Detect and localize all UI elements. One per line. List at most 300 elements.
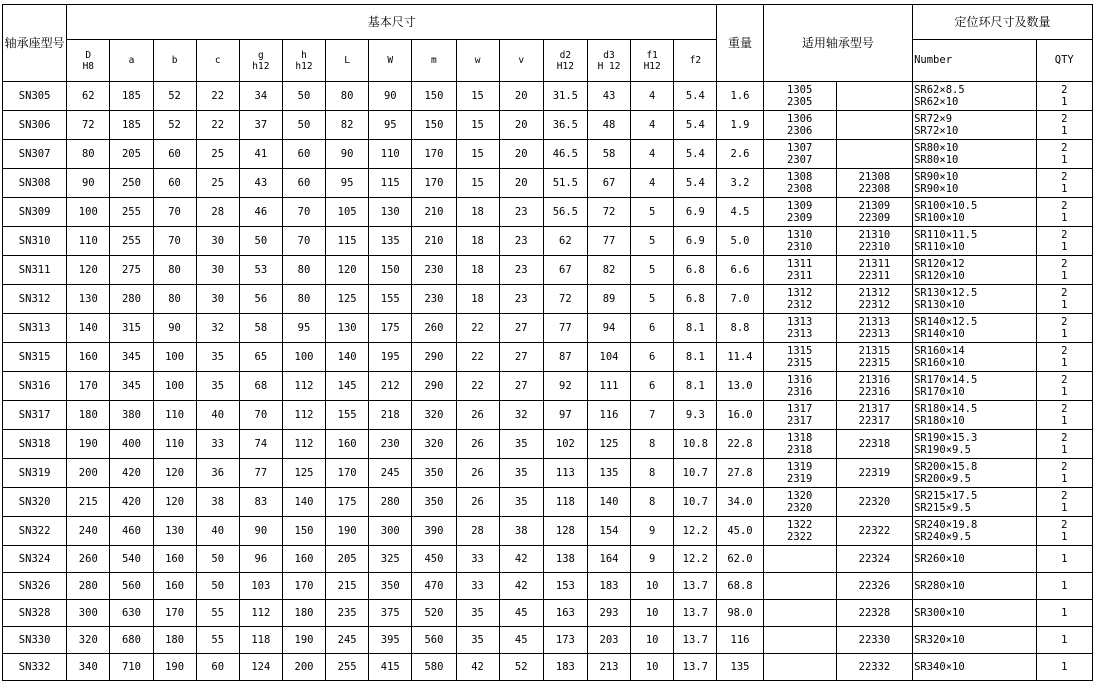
- dimension-cell: 213: [587, 654, 630, 681]
- bearing-1-cell: [763, 256, 836, 285]
- ring-qty: 2: [1061, 142, 1068, 154]
- table-row: [3, 314, 1093, 343]
- dimension-cell: 35: [499, 488, 543, 517]
- table-row: [3, 111, 1093, 140]
- dimension-cell: 520: [412, 600, 456, 627]
- ring-qty: 2: [1061, 461, 1068, 473]
- dimension-cell: 42: [499, 546, 543, 573]
- ring-qty: 2: [1061, 113, 1068, 125]
- ring-qty: 2: [1061, 200, 1068, 212]
- ring-qty: 1: [1061, 241, 1068, 253]
- dimension-cell: 240: [67, 517, 110, 546]
- ring-number-cell: [913, 82, 1036, 111]
- dimension-cell: 375: [369, 600, 412, 627]
- dimension-cell: 30: [196, 285, 239, 314]
- dimension-cell: 350: [412, 459, 456, 488]
- header-dim-tolerance: h12: [252, 60, 270, 72]
- header-dim-symbol: c: [214, 55, 221, 66]
- dimension-cell: 42: [456, 654, 499, 681]
- dimension-cell: 104: [587, 343, 630, 372]
- dimension-cell: 185: [110, 111, 153, 140]
- dimension-cell: 28: [196, 198, 239, 227]
- weight-cell: 116: [717, 627, 763, 654]
- dimension-cell: 315: [110, 314, 153, 343]
- header-locating-ring: 定位环尺寸及数量: [913, 5, 1093, 40]
- header-dim-symbol: f1: [646, 49, 658, 61]
- bearing-2-cell: [836, 517, 912, 546]
- dimension-cell: 170: [412, 140, 456, 169]
- dimension-cell: 460: [110, 517, 153, 546]
- bearing-number: 22326: [858, 580, 891, 592]
- dimension-cell: 5.4: [674, 82, 717, 111]
- dimension-cell: 90: [153, 314, 196, 343]
- dimension-cell: 190: [326, 517, 369, 546]
- dimension-cell: 6.8: [674, 256, 717, 285]
- dimension-cell: 82: [587, 256, 630, 285]
- header-dim-symbol: d3: [603, 49, 615, 61]
- dimension-cell: 125: [326, 285, 369, 314]
- model-cell: SN310: [3, 227, 67, 256]
- header-weight: 重量: [717, 5, 763, 82]
- bearing-1-cell: [763, 654, 836, 681]
- dimension-cell: 120: [153, 459, 196, 488]
- ring-qty: 2: [1061, 519, 1068, 531]
- bearing-number: 1319: [787, 461, 813, 473]
- dimension-cell: 60: [282, 140, 325, 169]
- ring-number: SR100×10.5: [914, 200, 978, 212]
- ring-qty-cell: [1036, 627, 1092, 654]
- ring-number-cell: [913, 256, 1036, 285]
- dimension-cell: 67: [587, 169, 630, 198]
- header-dim-symbol: h: [301, 49, 307, 61]
- dimension-cell: 92: [543, 372, 587, 401]
- bearing-number: 22324: [858, 553, 891, 565]
- weight-cell: 4.5: [717, 198, 763, 227]
- dimension-cell: 320: [412, 401, 456, 430]
- header-dim-tolerance: H12: [556, 60, 574, 72]
- dimension-cell: 65: [239, 343, 282, 372]
- dimension-cell: 70: [282, 198, 325, 227]
- dimension-cell: 200: [282, 654, 325, 681]
- header-dim-1: [110, 40, 153, 82]
- dimension-cell: 203: [587, 627, 630, 654]
- bearing-1-cell: [763, 343, 836, 372]
- model-cell: SN324: [3, 546, 67, 573]
- dimension-cell: 13.7: [674, 573, 717, 600]
- weight-cell: 8.8: [717, 314, 763, 343]
- dimension-cell: 340: [67, 654, 110, 681]
- bearing-number: 21309: [858, 200, 891, 212]
- dimension-cell: 27: [499, 314, 543, 343]
- dimension-cell: 100: [153, 343, 196, 372]
- dimension-cell: 38: [499, 517, 543, 546]
- dimension-cell: 38: [196, 488, 239, 517]
- dimension-cell: 18: [456, 285, 499, 314]
- dimension-cell: 150: [412, 111, 456, 140]
- header-dim-0: [67, 40, 110, 82]
- dimension-cell: 470: [412, 573, 456, 600]
- bearing-2-cell: [836, 227, 912, 256]
- dimension-cell: 124: [239, 654, 282, 681]
- dimension-cell: 90: [239, 517, 282, 546]
- dimension-cell: 36: [196, 459, 239, 488]
- bearing-1-cell: [763, 285, 836, 314]
- dimension-cell: 145: [326, 372, 369, 401]
- bearing-2-cell: [836, 654, 912, 681]
- ring-number: SR62×10: [914, 96, 959, 108]
- dimension-cell: 125: [587, 430, 630, 459]
- dimension-cell: 34: [239, 82, 282, 111]
- table-row: [3, 198, 1093, 227]
- weight-cell: 1.9: [717, 111, 763, 140]
- ring-qty: 2: [1061, 316, 1068, 328]
- dimension-cell: 30: [196, 227, 239, 256]
- dimension-cell: 4: [631, 169, 674, 198]
- dimension-cell: 6.8: [674, 285, 717, 314]
- header-dim-4: [239, 40, 282, 82]
- bearing-2-cell: [836, 140, 912, 169]
- bearing-number: 2320: [787, 502, 813, 514]
- model-cell: SN326: [3, 573, 67, 600]
- ring-qty: 2: [1061, 229, 1068, 241]
- dimension-cell: 630: [110, 600, 153, 627]
- ring-number-cell: [913, 285, 1036, 314]
- dimension-cell: 230: [412, 285, 456, 314]
- bearing-2-cell: [836, 198, 912, 227]
- ring-qty-cell: [1036, 111, 1092, 140]
- dimension-cell: 82: [326, 111, 369, 140]
- dimension-cell: 20: [499, 111, 543, 140]
- dimension-cell: 130: [67, 285, 110, 314]
- ring-number-cell: [913, 600, 1036, 627]
- bearing-2-cell: [836, 111, 912, 140]
- header-dim-tolerance: H8: [82, 60, 95, 72]
- bearing-2-cell: [836, 314, 912, 343]
- bearing-2-cell: [836, 573, 912, 600]
- model-cell: SN318: [3, 430, 67, 459]
- bearing-2-cell: [836, 430, 912, 459]
- bearing-number: 22309: [858, 212, 891, 224]
- bearing-1-cell: [763, 169, 836, 198]
- dimension-cell: 5: [631, 227, 674, 256]
- dimension-cell: 80: [153, 285, 196, 314]
- ring-qty: 1: [1061, 183, 1068, 195]
- dimension-cell: 80: [153, 256, 196, 285]
- header-dim-12: [587, 40, 630, 82]
- dimension-cell: 9: [631, 517, 674, 546]
- dimension-cell: 50: [239, 227, 282, 256]
- dimension-cell: 23: [499, 198, 543, 227]
- dimension-cell: 164: [587, 546, 630, 573]
- dimension-cell: 56.5: [543, 198, 587, 227]
- ring-qty-cell: [1036, 198, 1092, 227]
- dimension-cell: 5: [631, 198, 674, 227]
- dimension-cell: 35: [196, 372, 239, 401]
- bearing-1-cell: [763, 314, 836, 343]
- dimension-cell: 130: [153, 517, 196, 546]
- bearing-number: 22319: [858, 467, 891, 479]
- dimension-cell: 10.8: [674, 430, 717, 459]
- header-qty: QTY: [1036, 40, 1092, 82]
- dimension-cell: 160: [153, 546, 196, 573]
- model-cell: SN306: [3, 111, 67, 140]
- bearing-number: 1315: [787, 345, 813, 357]
- dimension-cell: 15: [456, 169, 499, 198]
- weight-cell: 5.0: [717, 227, 763, 256]
- dimension-cell: 290: [412, 343, 456, 372]
- dimension-cell: 175: [326, 488, 369, 517]
- dimension-cell: 40: [196, 401, 239, 430]
- header-dim-3: [196, 40, 239, 82]
- bearing-number: 2305: [787, 96, 813, 108]
- dimension-cell: 67: [543, 256, 587, 285]
- dimension-cell: 72: [587, 198, 630, 227]
- ring-number: SR80×10: [914, 154, 959, 166]
- dimension-cell: 680: [110, 627, 153, 654]
- ring-qty-cell: [1036, 140, 1092, 169]
- dimension-cell: 100: [67, 198, 110, 227]
- dimension-cell: 415: [369, 654, 412, 681]
- header-applicable-bearing: 适用轴承型号: [763, 5, 913, 82]
- bearing-number: 2315: [787, 357, 813, 369]
- dimension-cell: 46: [239, 198, 282, 227]
- bearing-1-cell: [763, 600, 836, 627]
- bearing-number: 1310: [787, 229, 813, 241]
- dimension-cell: 22: [196, 82, 239, 111]
- dimension-cell: 230: [369, 430, 412, 459]
- weight-cell: 62.0: [717, 546, 763, 573]
- dimension-cell: 35: [456, 627, 499, 654]
- dimension-cell: 260: [412, 314, 456, 343]
- dimension-cell: 68: [239, 372, 282, 401]
- bearing-1-cell: [763, 401, 836, 430]
- ring-qty-cell: [1036, 372, 1092, 401]
- dimension-cell: 8: [631, 430, 674, 459]
- model-cell: SN315: [3, 343, 67, 372]
- dimension-cell: 89: [587, 285, 630, 314]
- dimension-cell: 580: [412, 654, 456, 681]
- dimension-cell: 110: [369, 140, 412, 169]
- bearing-number: 22322: [858, 525, 891, 537]
- dimension-cell: 293: [587, 600, 630, 627]
- ring-number-cell: [913, 140, 1036, 169]
- bearing-number: 21312: [858, 287, 891, 299]
- dimension-cell: 390: [412, 517, 456, 546]
- bearing-2-cell: [836, 169, 912, 198]
- dimension-cell: 20: [499, 140, 543, 169]
- dimension-cell: 112: [282, 372, 325, 401]
- dimension-cell: 60: [153, 169, 196, 198]
- ring-number-cell: [913, 459, 1036, 488]
- dimension-cell: 62: [543, 227, 587, 256]
- table-row: [3, 343, 1093, 372]
- weight-cell: 135: [717, 654, 763, 681]
- header-dim-tolerance: H12: [643, 60, 661, 72]
- dimension-cell: 45: [499, 600, 543, 627]
- dimension-cell: 560: [110, 573, 153, 600]
- dimension-cell: 18: [456, 227, 499, 256]
- ring-qty-cell: [1036, 459, 1092, 488]
- header-dim-tolerance: H 12: [597, 60, 621, 72]
- ring-number: SR170×14.5: [914, 374, 978, 386]
- dimension-cell: 155: [369, 285, 412, 314]
- weight-cell: 27.8: [717, 459, 763, 488]
- weight-cell: 34.0: [717, 488, 763, 517]
- dimension-cell: 35: [499, 459, 543, 488]
- dimension-cell: 10.7: [674, 459, 717, 488]
- dimension-cell: 300: [67, 600, 110, 627]
- dimension-cell: 50: [196, 573, 239, 600]
- dimension-cell: 255: [110, 227, 153, 256]
- dimension-cell: 52: [153, 111, 196, 140]
- dimension-cell: 7: [631, 401, 674, 430]
- dimension-cell: 45: [499, 627, 543, 654]
- dimension-cell: 130: [326, 314, 369, 343]
- dimension-cell: 58: [587, 140, 630, 169]
- bearing-1-cell: [763, 372, 836, 401]
- dimension-cell: 115: [326, 227, 369, 256]
- header-dim-11: [543, 40, 587, 82]
- bearing-2-cell: [836, 285, 912, 314]
- bearing-number: 22316: [858, 386, 891, 398]
- dimension-cell: 160: [153, 573, 196, 600]
- ring-number-cell: [913, 573, 1036, 600]
- dimension-cell: 50: [282, 111, 325, 140]
- dimension-cell: 40: [196, 517, 239, 546]
- ring-qty: 2: [1061, 84, 1068, 96]
- dimension-cell: 113: [543, 459, 587, 488]
- dimension-cell: 72: [67, 111, 110, 140]
- dimension-cell: 110: [67, 227, 110, 256]
- dimension-cell: 32: [499, 401, 543, 430]
- weight-cell: 16.0: [717, 401, 763, 430]
- model-cell: SN316: [3, 372, 67, 401]
- dimension-cell: 140: [326, 343, 369, 372]
- dimension-cell: 395: [369, 627, 412, 654]
- ring-number-cell: [913, 627, 1036, 654]
- dimension-cell: 183: [587, 573, 630, 600]
- ring-qty: 1: [1061, 299, 1068, 311]
- dimension-cell: 140: [282, 488, 325, 517]
- dimension-cell: 105: [326, 198, 369, 227]
- dimension-cell: 22: [456, 343, 499, 372]
- bearing-2-cell: [836, 343, 912, 372]
- bearing-number: 2310: [787, 241, 813, 253]
- dimension-cell: 112: [282, 430, 325, 459]
- ring-number: SR180×14.5: [914, 403, 978, 415]
- bearing-number: 21311: [858, 258, 891, 270]
- table-row: [3, 285, 1093, 314]
- dimension-cell: 5.4: [674, 169, 717, 198]
- dimension-cell: 22: [456, 372, 499, 401]
- dimension-cell: 27: [499, 343, 543, 372]
- dimension-cell: 280: [110, 285, 153, 314]
- bearing-number: 2312: [787, 299, 813, 311]
- model-cell: SN312: [3, 285, 67, 314]
- dimension-cell: 4: [631, 140, 674, 169]
- dimension-cell: 46.5: [543, 140, 587, 169]
- dimension-cell: 175: [369, 314, 412, 343]
- dimension-cell: 215: [326, 573, 369, 600]
- bearing-number: 2316: [787, 386, 813, 398]
- dimension-cell: 115: [369, 169, 412, 198]
- ring-number: SR280×10: [914, 580, 965, 592]
- header-dim-13: [631, 40, 674, 82]
- dimension-cell: 80: [282, 256, 325, 285]
- bearing-2-cell: [836, 82, 912, 111]
- dimension-cell: 210: [412, 198, 456, 227]
- bearing-number: 2322: [787, 531, 813, 543]
- ring-number: SR215×9.5: [914, 502, 971, 514]
- bearing-number: 1305: [787, 84, 813, 96]
- bearing-number: 22313: [858, 328, 891, 340]
- dimension-cell: 135: [369, 227, 412, 256]
- dimension-cell: 15: [456, 82, 499, 111]
- dimension-cell: 18: [456, 256, 499, 285]
- model-cell: SN317: [3, 401, 67, 430]
- model-cell: SN320: [3, 488, 67, 517]
- dimension-cell: 111: [587, 372, 630, 401]
- dimension-cell: 97: [543, 401, 587, 430]
- dimension-cell: 6.9: [674, 198, 717, 227]
- ring-number: SR240×19.8: [914, 519, 978, 531]
- dimension-cell: 180: [282, 600, 325, 627]
- dimension-cell: 10: [631, 573, 674, 600]
- table-row: [3, 430, 1093, 459]
- model-cell: SN309: [3, 198, 67, 227]
- ring-number: SR90×10: [914, 183, 959, 195]
- bearing-1-cell: [763, 82, 836, 111]
- ring-number-cell: [913, 430, 1036, 459]
- table-row: [3, 488, 1093, 517]
- ring-qty-cell: [1036, 343, 1092, 372]
- weight-cell: 3.2: [717, 169, 763, 198]
- ring-qty: 1: [1061, 531, 1068, 543]
- dimension-cell: 345: [110, 372, 153, 401]
- ring-number-cell: [913, 488, 1036, 517]
- ring-qty: 1: [1061, 634, 1068, 646]
- model-cell: SN305: [3, 82, 67, 111]
- dimension-cell: 205: [110, 140, 153, 169]
- bearing-number: 22320: [858, 496, 891, 508]
- dimension-cell: 135: [587, 459, 630, 488]
- dimension-cell: 20: [499, 82, 543, 111]
- dimension-cell: 200: [67, 459, 110, 488]
- table-row: [3, 546, 1093, 573]
- dimension-cell: 26: [456, 459, 499, 488]
- dimension-cell: 37: [239, 111, 282, 140]
- dimension-cell: 70: [153, 198, 196, 227]
- dimension-cell: 22: [196, 111, 239, 140]
- bearing-2-cell: [836, 401, 912, 430]
- weight-cell: 98.0: [717, 600, 763, 627]
- model-cell: SN311: [3, 256, 67, 285]
- dimension-cell: 95: [369, 111, 412, 140]
- dimension-cell: 380: [110, 401, 153, 430]
- dimension-cell: 450: [412, 546, 456, 573]
- ring-number-cell: [913, 654, 1036, 681]
- dimension-cell: 120: [67, 256, 110, 285]
- bearing-2-cell: [836, 600, 912, 627]
- dimension-cell: 90: [369, 82, 412, 111]
- bearing-number: 22311: [858, 270, 891, 282]
- table-row: [3, 627, 1093, 654]
- dimension-cell: 245: [326, 627, 369, 654]
- ring-qty: 1: [1061, 154, 1068, 166]
- dimension-cell: 163: [543, 600, 587, 627]
- bearing-number: 22312: [858, 299, 891, 311]
- dimension-cell: 173: [543, 627, 587, 654]
